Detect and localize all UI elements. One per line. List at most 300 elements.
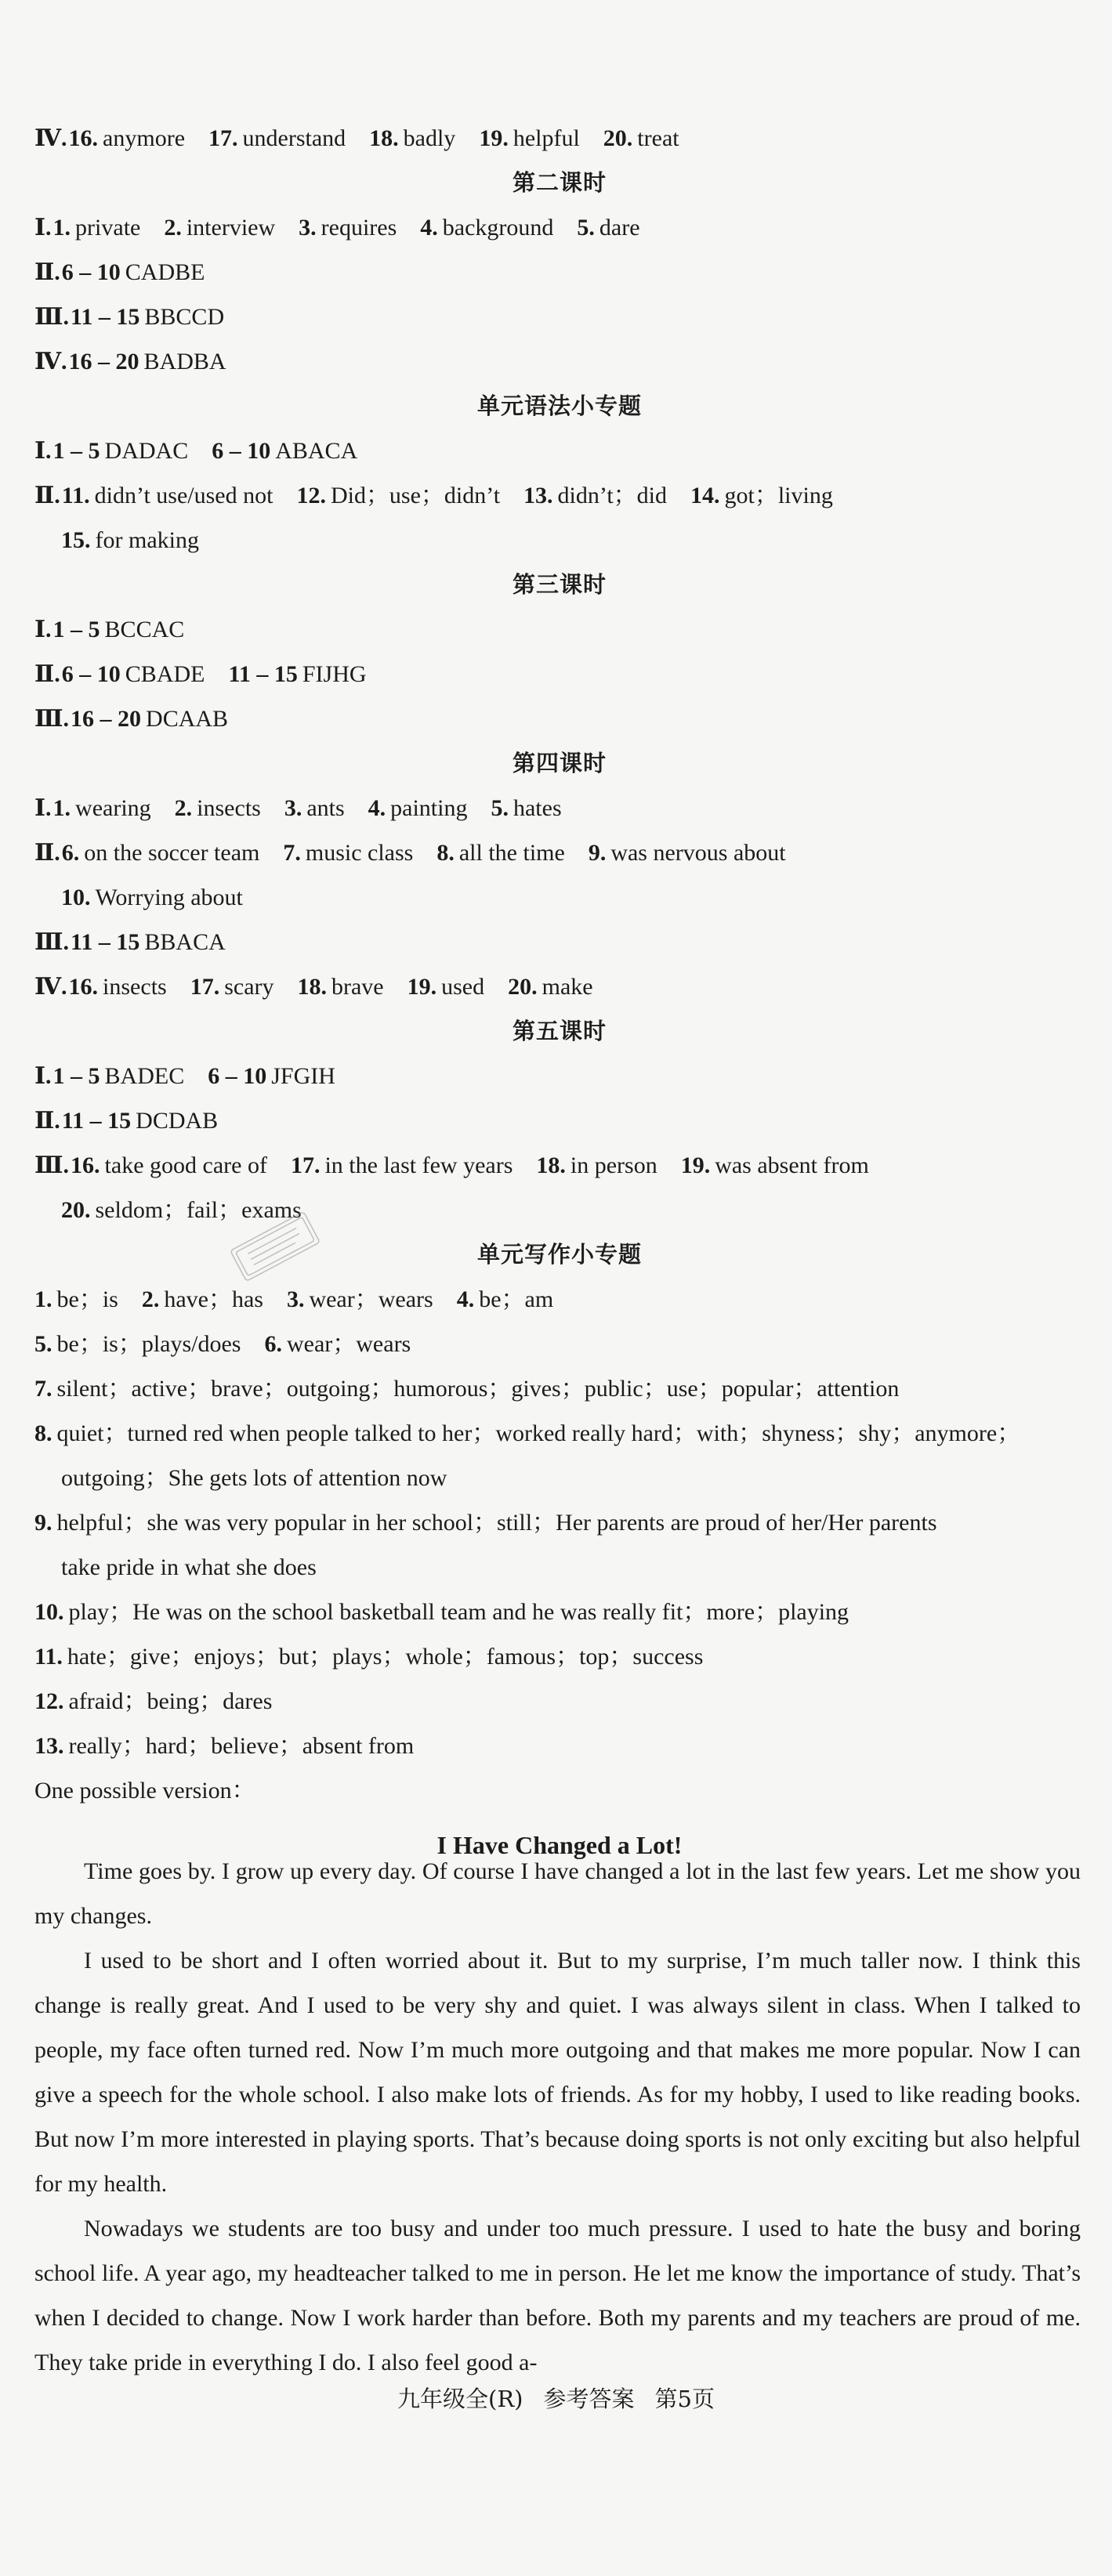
question-number: 6 – 10 xyxy=(61,660,121,687)
answer-text: didn’t use/used not xyxy=(94,482,273,508)
question-number: 20. xyxy=(603,125,633,151)
answer-text: DCAAB xyxy=(146,705,229,732)
section-heading: 第五课时 xyxy=(512,1018,607,1044)
answer-item xyxy=(71,1154,267,1178)
part-numeral: Ⅲ. xyxy=(34,928,70,955)
answer-text: wear；wears xyxy=(309,1286,433,1312)
answer-item xyxy=(283,841,413,865)
answer-line-content xyxy=(34,975,617,999)
answer-row xyxy=(34,1411,1085,1456)
part-numeral: Ⅰ. xyxy=(34,794,52,821)
answer-text: quiet；turned red when people talked to her；worked really hard；with；shyness；shy；anymore； xyxy=(56,1420,1021,1446)
answer-item xyxy=(62,841,260,865)
answer-item xyxy=(208,1062,335,1089)
answer-line xyxy=(34,1054,359,1098)
answer-item xyxy=(407,975,485,999)
answer-line-content xyxy=(34,1732,437,1759)
answer-row xyxy=(34,1768,1085,1813)
answer-text: ABACA xyxy=(275,437,358,464)
question-number: 1 – 5 xyxy=(53,437,100,464)
answer-item xyxy=(298,975,384,999)
answer-text: Worrying about xyxy=(95,884,243,910)
question-number: 19. xyxy=(479,125,509,151)
answer-text: Did；use；didn’t xyxy=(330,482,501,508)
answer-text: CADBE xyxy=(125,259,205,285)
answer-line-content xyxy=(34,1288,577,1312)
question-number: 6. xyxy=(264,1330,282,1357)
answer-line xyxy=(61,1456,470,1500)
answer-text: dare xyxy=(599,214,640,241)
section-heading: 第二课时 xyxy=(512,169,607,196)
question-number: 19. xyxy=(680,1152,711,1178)
answer-item xyxy=(71,707,228,731)
question-number: 1. xyxy=(53,794,71,821)
answer-line-content xyxy=(34,660,390,687)
answer-line xyxy=(34,1500,1085,1545)
answer-item xyxy=(71,928,226,955)
answer-text: requires xyxy=(321,214,397,241)
answer-line-content xyxy=(61,1556,340,1579)
answer-text: on the soccer team xyxy=(84,839,260,866)
answer-text: really；hard；believe；absent from xyxy=(68,1732,415,1759)
question-number: 6 – 10 xyxy=(61,259,121,285)
answer-row xyxy=(34,116,1085,161)
answer-line xyxy=(61,1545,340,1590)
answer-text: wearing xyxy=(75,794,151,821)
question-number: 17. xyxy=(190,973,220,1000)
answer-row xyxy=(34,607,1085,652)
watermark-stamp-icon xyxy=(216,1210,334,1283)
answer-item xyxy=(536,1154,657,1178)
question-number: 13. xyxy=(34,1732,64,1759)
answer-text: got；living xyxy=(724,482,833,508)
answer-line xyxy=(34,116,703,161)
answer-line xyxy=(61,518,223,563)
answer-row xyxy=(34,1813,1085,1822)
question-number: 4. xyxy=(420,214,438,241)
answer-line xyxy=(34,920,249,964)
part-numeral: Ⅳ. xyxy=(34,348,67,374)
answer-text: silent；active；brave；outgoing；humorous；gives；public；use；popular；attention xyxy=(56,1375,900,1402)
answer-text: brave xyxy=(331,973,384,1000)
answer-line xyxy=(34,205,664,250)
answer-line-content xyxy=(34,794,585,821)
answer-item xyxy=(34,1330,241,1357)
answer-text: private xyxy=(75,214,141,241)
question-number: 17. xyxy=(208,125,238,151)
answer-line-content xyxy=(34,1690,295,1713)
question-number: 18. xyxy=(297,973,327,1000)
answer-row xyxy=(34,1634,1085,1679)
answer-text: DCDAB xyxy=(136,1107,219,1134)
answer-item xyxy=(34,1422,1020,1445)
essay-title: I Have Changed a Lot! xyxy=(436,1830,683,1859)
question-number: 16. xyxy=(68,973,99,1000)
sample-essay xyxy=(34,1849,1081,2385)
part-numeral: Ⅱ. xyxy=(34,660,60,687)
answer-line-content xyxy=(34,1511,961,1535)
answer-item xyxy=(62,261,205,284)
answer-item xyxy=(34,1690,272,1713)
answer-text: anymore xyxy=(103,125,186,151)
question-number: 11. xyxy=(61,482,90,508)
answer-item xyxy=(69,127,185,150)
question-number: 7. xyxy=(283,839,301,866)
part-numeral: Ⅰ. xyxy=(34,616,52,642)
answer-row xyxy=(34,295,1085,339)
answer-line-content xyxy=(61,886,266,910)
answer-row xyxy=(34,1277,1085,1322)
answer-row xyxy=(34,1724,1085,1768)
answer-item xyxy=(53,618,185,642)
answer-item xyxy=(61,660,205,687)
answer-item xyxy=(690,484,833,508)
answer-row xyxy=(34,1366,1085,1411)
part-numeral: Ⅰ. xyxy=(34,1062,52,1089)
answer-item xyxy=(174,794,261,821)
answer-row xyxy=(34,1500,1085,1545)
answer-text: hates xyxy=(513,794,562,821)
answer-text: interview xyxy=(186,214,276,241)
answer-text: helpful xyxy=(513,125,580,151)
answer-item xyxy=(228,660,367,687)
essay-paragraph: I used to be short and I often worried about it. But to my surprise, I’m much taller now. I think this change is really great. And I used to be very shy and quiet. I was always silent in class. When I talked to people, my face often turned red. Now I’m much more outgoing and that makes me more popular. Now I can give a speech for the whole school. I also make lots of friends. As for my hobby, I used to like reading books. But now I’m more interested in playing sports. That’s because doing sports is not only exciting but also helpful for my health. xyxy=(34,1948,1081,2197)
answer-text: wear；wears xyxy=(286,1330,411,1357)
answer-item xyxy=(491,794,562,821)
essay-paragraph: Nowadays we students are too busy and under too much pressure. I used to hate the busy and boring school life. A year ago, my headteacher talked to me in person. He let me know the importance of study. That’s when I decided to change. Now I work harder than before. Both my parents and my teachers are proud of me. They take pride in everything I do. I also feel good a- xyxy=(34,2216,1081,2375)
answer-text: used xyxy=(441,973,485,1000)
answer-row xyxy=(34,429,1085,473)
question-number: 4. xyxy=(456,1286,475,1312)
question-number: 13. xyxy=(523,482,553,508)
answer-item xyxy=(34,1598,849,1625)
answer-item xyxy=(53,216,141,240)
answer-line xyxy=(34,1634,726,1679)
question-number: 16 – 20 xyxy=(71,705,142,732)
answer-line xyxy=(34,1768,279,1813)
answer-line-content xyxy=(34,707,252,731)
answer-item xyxy=(69,975,167,999)
answer-text: all the time xyxy=(458,839,565,866)
answer-text: make xyxy=(542,973,593,1000)
answer-item xyxy=(142,1288,263,1312)
section-heading: 单元语法小专题 xyxy=(476,393,642,419)
answer-row xyxy=(34,696,1085,741)
answer-line-content xyxy=(34,1109,241,1133)
answer-text: take good care of xyxy=(104,1152,267,1178)
answer-row xyxy=(34,830,1085,875)
answer-item xyxy=(299,216,397,240)
answer-text: afraid；being；dares xyxy=(68,1688,273,1714)
answer-text: BBACA xyxy=(144,928,226,955)
footer-label: 参考答案 xyxy=(543,2385,635,2412)
answer-line xyxy=(34,1098,241,1143)
answer-line xyxy=(34,1366,922,1411)
answer-text: understand xyxy=(242,125,346,151)
section-heading: 第四课时 xyxy=(512,750,607,776)
answer-row xyxy=(34,518,1085,563)
question-number: 8. xyxy=(34,1420,53,1446)
answer-row xyxy=(34,1679,1085,1724)
answer-text: BADEC xyxy=(104,1062,185,1089)
question-number: 6 – 10 xyxy=(212,437,271,464)
question-number: 2. xyxy=(164,214,182,241)
answer-row xyxy=(34,1143,1085,1188)
answer-text: background xyxy=(442,214,554,241)
answer-line-content xyxy=(34,127,703,150)
answer-item xyxy=(479,127,579,150)
answer-line-content xyxy=(34,261,228,284)
answer-line-content xyxy=(34,1377,922,1401)
answer-item xyxy=(508,975,592,999)
answer-row xyxy=(34,741,1085,786)
answer-item xyxy=(603,127,679,150)
question-number: 1. xyxy=(34,1286,53,1312)
answer-row xyxy=(34,652,1085,696)
answer-text: BCCAC xyxy=(104,616,185,642)
part-numeral: Ⅳ. xyxy=(34,125,67,151)
answer-text: JFGIH xyxy=(271,1062,335,1089)
part-numeral: Ⅲ. xyxy=(34,303,70,330)
answer-line xyxy=(34,830,810,875)
answer-item xyxy=(369,127,455,150)
answer-line xyxy=(34,652,390,696)
answer-line xyxy=(34,696,252,741)
answer-text: was nervous about xyxy=(610,839,786,866)
answer-text: music class xyxy=(305,839,414,866)
answer-line xyxy=(34,1411,1085,1456)
answer-row xyxy=(34,786,1085,830)
answer-row xyxy=(34,920,1085,964)
answer-item xyxy=(34,1288,118,1312)
answer-row xyxy=(34,875,1085,920)
answer-text: insects xyxy=(197,794,261,821)
answer-item xyxy=(190,975,274,999)
question-number: 16. xyxy=(68,125,99,151)
answer-line-content xyxy=(34,437,381,464)
question-number: 11 – 15 xyxy=(71,928,140,955)
answer-row xyxy=(34,1590,1085,1634)
answer-text: DADAC xyxy=(104,437,189,464)
part-numeral: Ⅰ. xyxy=(34,437,52,464)
answer-line xyxy=(34,295,248,339)
answer-item xyxy=(71,303,225,330)
part-numeral: Ⅱ. xyxy=(34,259,60,285)
question-number: 20. xyxy=(61,1196,91,1223)
part-numeral: Ⅱ. xyxy=(34,839,60,866)
answer-row xyxy=(34,1054,1085,1098)
answer-line-content xyxy=(34,484,857,508)
answer-text: One possible version： xyxy=(34,1777,255,1804)
question-number: 6 – 10 xyxy=(208,1062,267,1089)
answer-text: didn’t；did xyxy=(557,482,667,508)
question-number: 1. xyxy=(53,214,71,241)
answer-line xyxy=(34,1724,437,1768)
answer-item xyxy=(61,526,199,553)
answer-text: outgoing；She gets lots of attention now xyxy=(61,1464,447,1491)
question-number: 5. xyxy=(491,794,509,821)
answer-text: painting xyxy=(390,794,468,821)
question-number: 3. xyxy=(286,1286,305,1312)
question-number: 11 – 15 xyxy=(228,660,298,687)
question-number: 9. xyxy=(34,1509,53,1536)
answer-item xyxy=(212,437,358,464)
answer-row xyxy=(34,161,1085,205)
answer-text: BBCCD xyxy=(144,303,225,330)
answer-line-content xyxy=(34,216,664,240)
answer-text: for making xyxy=(95,526,199,553)
question-number: 11 – 15 xyxy=(71,303,140,330)
answer-text: helpful；she was very popular in her school；still；Her parents are proud of her/Her parents xyxy=(56,1509,937,1536)
answer-item xyxy=(34,1511,937,1535)
answer-row xyxy=(34,473,1085,518)
answer-text: have；has xyxy=(164,1286,263,1312)
part-numeral: Ⅱ. xyxy=(34,1107,60,1134)
answer-item xyxy=(681,1154,869,1178)
answer-item xyxy=(208,127,346,150)
answer-line xyxy=(34,607,208,652)
answer-item xyxy=(589,841,786,865)
question-number: 2. xyxy=(141,1286,160,1312)
answer-item xyxy=(420,216,553,240)
answer-line xyxy=(34,473,857,518)
answer-text: in person xyxy=(570,1152,657,1178)
answer-line xyxy=(34,964,617,1009)
answer-line-content xyxy=(61,1464,470,1491)
question-number: 3. xyxy=(284,794,302,821)
question-number: 2. xyxy=(174,794,193,821)
answer-line-content xyxy=(34,1645,726,1669)
section-heading: 第三课时 xyxy=(512,571,607,598)
part-numeral: Ⅳ. xyxy=(34,973,67,1000)
answer-line-content xyxy=(34,1062,359,1089)
answer-line-content xyxy=(34,841,810,865)
answer-item xyxy=(69,350,226,374)
answer-item xyxy=(34,1377,899,1401)
answer-item xyxy=(436,841,564,865)
answer-text: FIJHG xyxy=(302,660,367,687)
answer-text: scary xyxy=(224,973,274,1000)
answer-line-content xyxy=(34,1779,279,1803)
footer-page-number: 第5页 xyxy=(654,2385,715,2412)
part-numeral: Ⅲ. xyxy=(34,1152,70,1178)
answer-line-content xyxy=(34,618,208,642)
answer-text: seldom；fail；exams xyxy=(95,1196,302,1223)
answer-item xyxy=(291,1154,513,1178)
answer-row xyxy=(34,1188,1085,1232)
answer-item xyxy=(34,1732,415,1759)
question-number: 11 – 15 xyxy=(61,1107,132,1134)
question-number: 5. xyxy=(577,214,595,241)
question-number: 9. xyxy=(588,839,607,866)
answer-row xyxy=(34,964,1085,1009)
answer-row xyxy=(34,339,1085,384)
answer-row xyxy=(34,1456,1085,1500)
answer-line-content xyxy=(61,526,223,553)
answer-text: be；is；plays/does xyxy=(56,1330,241,1357)
answer-row xyxy=(34,1232,1085,1277)
answer-line-content xyxy=(34,350,250,374)
answer-line xyxy=(34,1590,872,1634)
question-number: 16 – 20 xyxy=(68,348,139,374)
answer-line xyxy=(34,1322,434,1366)
answer-line xyxy=(34,250,228,295)
answer-item xyxy=(457,1288,553,1312)
answer-text: insects xyxy=(103,973,167,1000)
question-number: 15. xyxy=(61,526,91,553)
answer-item xyxy=(368,794,468,821)
answer-item xyxy=(61,1556,317,1579)
answer-row xyxy=(34,1322,1085,1366)
answer-text: hate；give；enjoys；but；plays；whole；famous；top；success xyxy=(67,1643,704,1670)
section-heading: 单元写作小专题 xyxy=(476,1241,642,1268)
part-numeral: Ⅲ. xyxy=(34,705,70,732)
question-number: 4. xyxy=(368,794,386,821)
essay-paragraph: Time goes by. I grow up every day. Of course I have changed a lot in the last few years. Let me show you my changes. xyxy=(34,1858,1081,1929)
answer-line-content xyxy=(34,1422,1044,1445)
answer-line xyxy=(34,1143,893,1188)
answer-line-content xyxy=(34,303,248,330)
answer-text: was absent from xyxy=(715,1152,869,1178)
question-number: 10. xyxy=(61,884,91,910)
answer-item xyxy=(287,1288,433,1312)
answer-item xyxy=(296,484,500,508)
question-number: 3. xyxy=(299,214,317,241)
answer-line xyxy=(61,875,266,920)
answer-line-content xyxy=(34,1154,893,1178)
question-number: 1 – 5 xyxy=(53,1062,100,1089)
answer-item xyxy=(61,1464,447,1491)
answer-line xyxy=(34,429,381,473)
question-number: 16. xyxy=(71,1152,100,1178)
answer-item xyxy=(62,484,273,508)
answer-text: badly xyxy=(403,125,456,151)
answer-item xyxy=(53,794,151,821)
answer-row xyxy=(34,384,1085,429)
question-number: 10. xyxy=(34,1598,64,1625)
answer-line xyxy=(34,1679,295,1724)
answer-row xyxy=(34,563,1085,607)
question-number: 5. xyxy=(34,1330,53,1357)
question-number: 19. xyxy=(407,973,437,1000)
answer-item xyxy=(523,484,667,508)
answer-text: CBADE xyxy=(125,660,205,687)
answer-row xyxy=(34,1545,1085,1590)
page-footer xyxy=(0,2374,1112,2421)
answer-row xyxy=(34,1098,1085,1143)
question-number: 8. xyxy=(436,839,455,866)
question-number: 11. xyxy=(34,1643,63,1670)
answer-item xyxy=(34,1779,255,1803)
question-number: 12. xyxy=(34,1688,64,1714)
answer-line xyxy=(34,1277,577,1322)
footer-grade: 九年级全(R) xyxy=(397,2385,523,2412)
answer-item xyxy=(61,886,243,910)
answer-text: ants xyxy=(306,794,345,821)
answer-item xyxy=(62,1109,218,1133)
answer-text: be；is xyxy=(56,1286,118,1312)
answer-item xyxy=(577,216,639,240)
answer-text: in the last few years xyxy=(324,1152,513,1178)
answer-text: take pride in what she does xyxy=(61,1554,317,1580)
question-number: 6. xyxy=(61,839,80,866)
answer-text: play；He was on the school basketball team and he was really fit；more；playing xyxy=(68,1598,849,1625)
question-number: 14. xyxy=(690,482,720,508)
question-number: 1 – 5 xyxy=(53,616,100,642)
answer-line xyxy=(34,786,585,830)
answer-line-content xyxy=(34,1598,872,1625)
question-number: 18. xyxy=(369,125,399,151)
